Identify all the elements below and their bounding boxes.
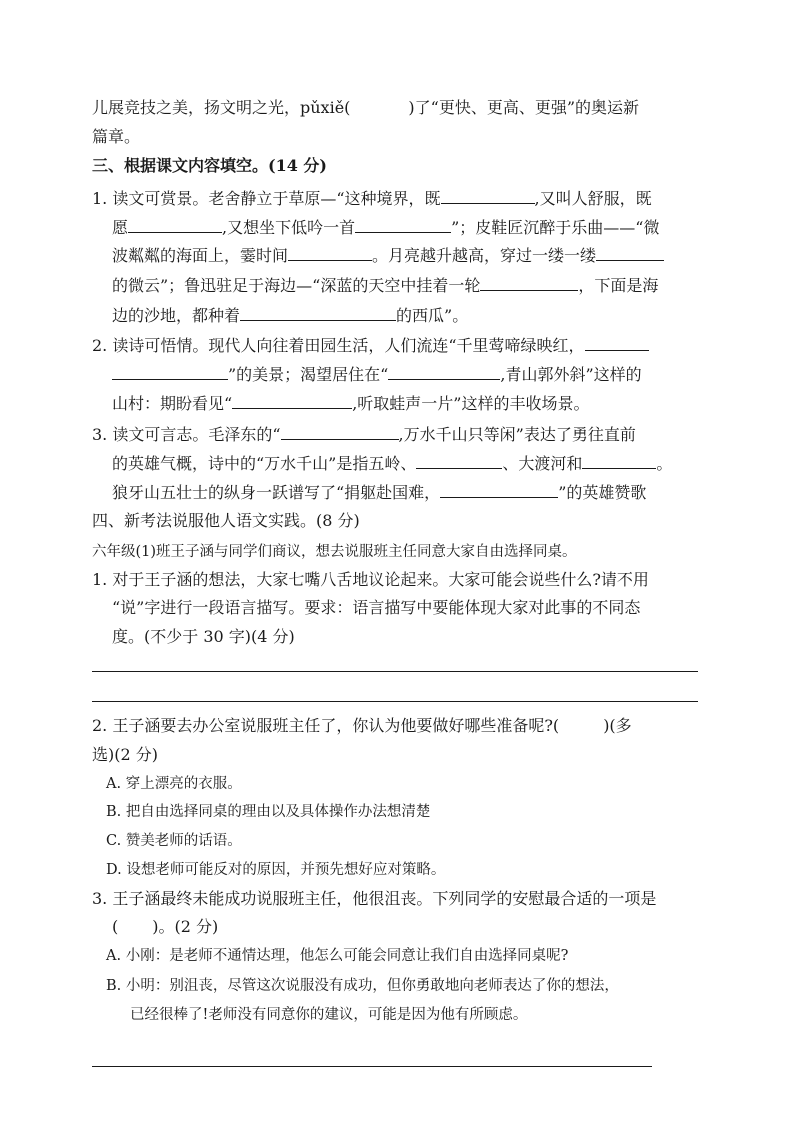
question-1-line-3: 波粼粼的海面上，霎时间 。月亮越升越高，穿过一缕一缕 xyxy=(112,245,664,266)
part-1-line-3: 度。(不少于 30 字)(4 分) xyxy=(112,627,295,646)
option-b-continued: 已经很棒了!老师没有同意你的建议，可能是因为他有所顾虑。 xyxy=(130,1007,528,1023)
part-3-line-1: 3. 王子涵最终未能成功说服班主任，他很沮丧。下列同学的安慰最合适的一项是 xyxy=(92,889,657,908)
blank[interactable] xyxy=(585,335,649,351)
blank[interactable] xyxy=(355,217,451,233)
part-2-line-2: 选)(2 分) xyxy=(92,745,158,764)
part-3-line-2: ( )。(2 分) xyxy=(112,917,219,936)
text-line: 篇章。 xyxy=(92,127,141,146)
text-line: 儿展竞技之美，扬文明之光，pǔxiě( )了“更快、更高、更强”的奥运新 xyxy=(92,98,640,117)
answer-line[interactable] xyxy=(92,701,698,702)
option-b: B. 把自由选择同桌的理由以及具体操作办法想清楚 xyxy=(106,804,431,820)
question-1-line-5: 边的沙地，都种着 的西瓜”。 xyxy=(112,306,469,325)
blank[interactable] xyxy=(441,188,535,204)
option-a: A. 小刚：是老师不通情达理，他怎么可能会同意让我们自由选择同桌呢? xyxy=(106,948,569,964)
question-3-line-3: 狼牙山五壮士的纵身一跃谱写了“捐躯赴国难， ”的英雄赞歌 xyxy=(112,483,647,502)
option-c: C. 赞美老师的话语。 xyxy=(106,833,242,849)
blank[interactable] xyxy=(440,482,558,498)
blank[interactable] xyxy=(596,245,664,261)
section-heading-3: 三、根据课文内容填空。(14 分) xyxy=(92,156,327,175)
option-a: A. 穿上漂亮的衣服。 xyxy=(106,776,242,792)
question-1-line-2: 愿 ,又想坐下低吟一首 ”；皮鞋匠沉醉于乐曲——“微 xyxy=(112,218,660,237)
question-2-line-2: ”的美景；渴望居住在“ ,青山郭外斜”这样的 xyxy=(112,364,642,385)
blank[interactable] xyxy=(288,245,372,261)
blank[interactable] xyxy=(480,275,578,291)
question-1-line-4: 的微云”；鲁迅驻足于海边—“深蓝的天空中挂着一轮 ，下面是海 xyxy=(112,276,659,295)
question-2-line-1: 2. 读诗可悟情。现代人向往着田园生活，人们流连“千里莺啼绿映红， xyxy=(92,335,649,356)
blank[interactable] xyxy=(112,364,228,380)
blank[interactable] xyxy=(232,393,352,409)
question-3-line-2: 的英雄气概，诗中的“万水千山”是指五岭、 、大渡河和 。 xyxy=(112,454,673,473)
question-3-line-1: 3. 读文可言志。毛泽东的“ ,万水千山只等闲”表达了勇往直前 xyxy=(92,425,636,444)
blank[interactable] xyxy=(388,364,500,380)
question-1-line-1: 1. 读文可赏景。老舍静立于草原—“这种境界，既 ,又叫人舒服，既 xyxy=(92,189,652,208)
part-1-line-2: “说”字进行一段语言描写。要求：语言描写中要能体现大家对此事的不同态 xyxy=(112,598,641,617)
blank[interactable] xyxy=(582,453,656,469)
option-d: D. 设想老师可能反对的原因，并预先想好应对策略。 xyxy=(106,862,446,878)
part-2-line-1: 2. 王子涵要去办公室说服班主任了，你认为他要做好哪些准备呢?( )(多 xyxy=(92,716,632,735)
part-1-line-1: 1. 对于王子涵的想法，大家七嘴八舌地议论起来。大家可能会说些什么?请不用 xyxy=(92,570,649,589)
blank[interactable] xyxy=(128,217,222,233)
blank[interactable] xyxy=(416,453,502,469)
answer-line[interactable] xyxy=(92,671,698,672)
answer-line[interactable] xyxy=(92,1066,652,1067)
option-b: B. 小明：别沮丧，尽管这次说服没有成功，但你勇敢地向老师表达了你的想法， xyxy=(106,978,619,994)
scenario-intro: 六年级(1)班王子涵与同学们商议，想去说服班主任同意大家自由选择同桌。 xyxy=(92,544,577,560)
question-2-line-3: 山村：期盼看见“ ,听取蛙声一片”这样的丰收场景。 xyxy=(112,394,590,413)
section-heading-4: 四、新考法说服他人语文实践。(8 分) xyxy=(92,511,360,530)
blank[interactable] xyxy=(281,424,399,440)
blank[interactable] xyxy=(240,305,396,321)
